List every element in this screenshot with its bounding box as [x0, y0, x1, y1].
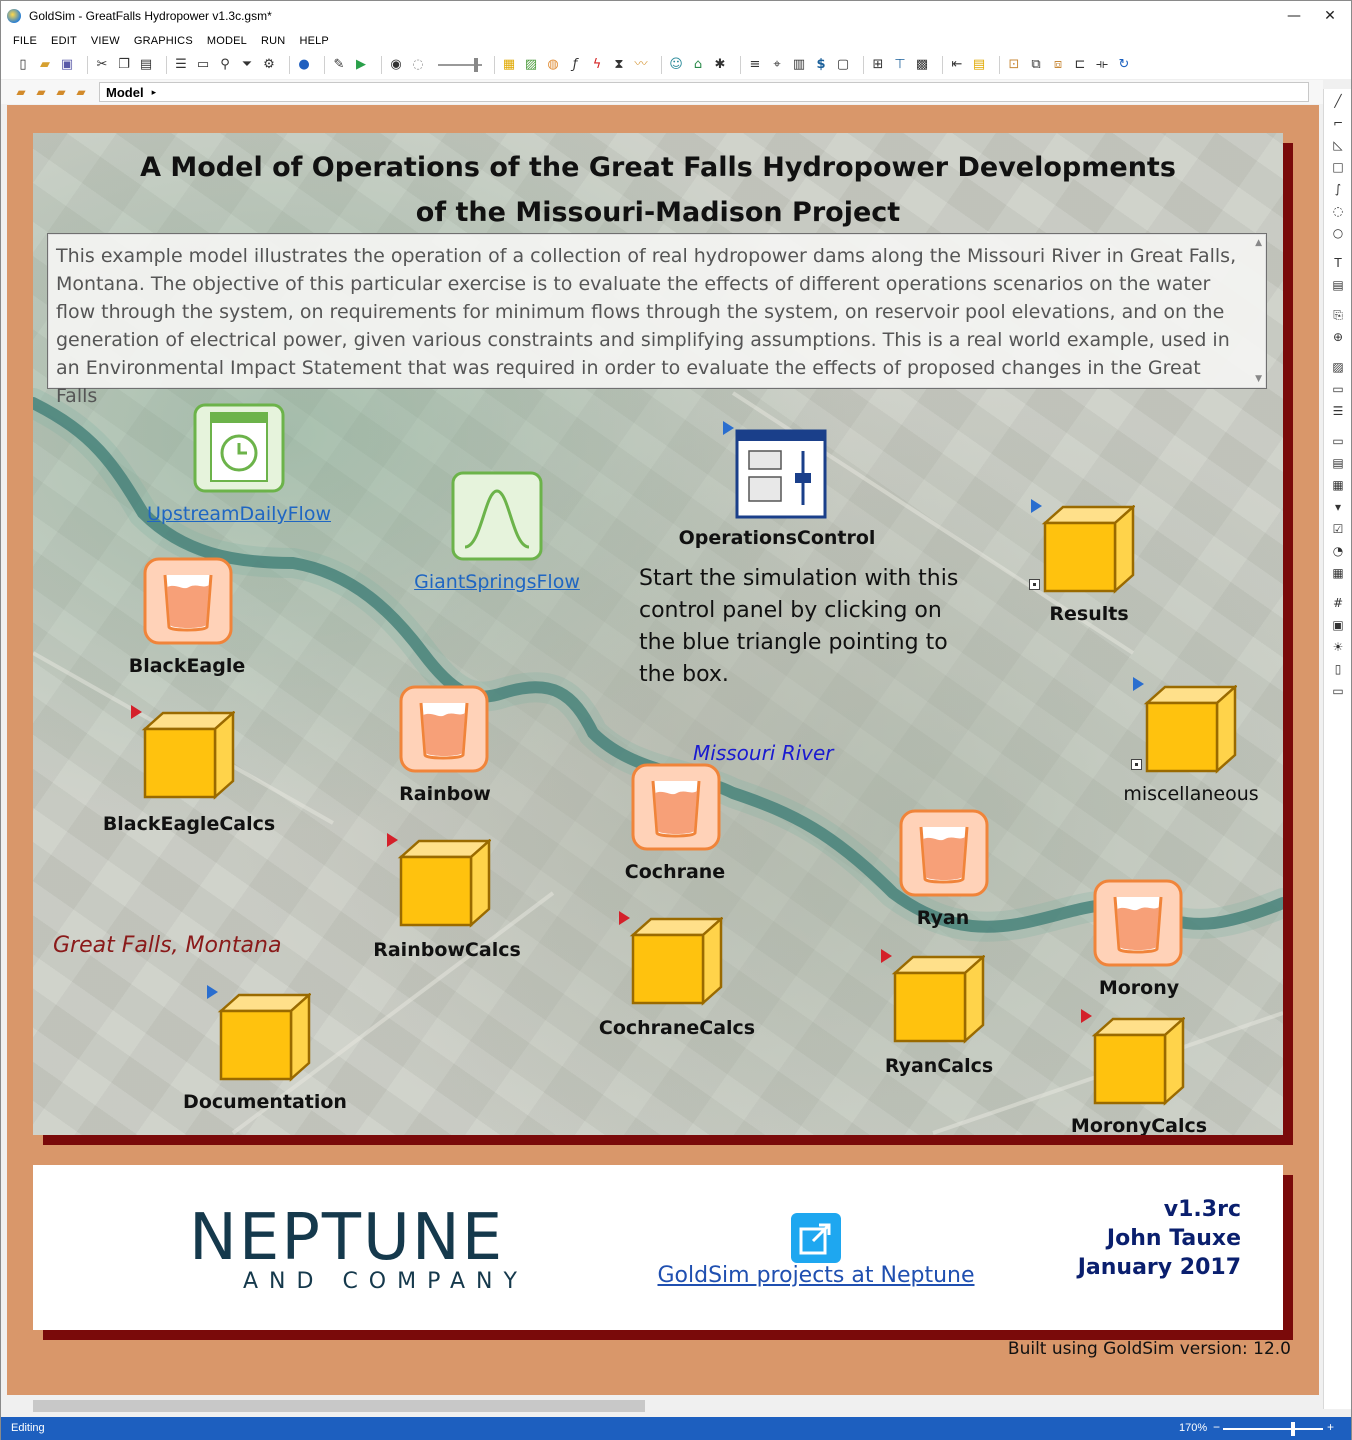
satellite-map — [33, 133, 1283, 1135]
align-icon[interactable]: ⊤ — [894, 57, 906, 72]
menu-run[interactable]: RUN — [261, 35, 286, 47]
result-icon[interactable]: ▢ — [836, 57, 850, 72]
graph-icon[interactable]: ▩ — [915, 57, 929, 72]
main-toolbar — [1, 51, 1351, 79]
browser-icon[interactable]: ☰ — [175, 57, 187, 72]
stochastic-icon[interactable]: ☺ — [669, 57, 683, 72]
reservoir-icon[interactable] — [143, 557, 235, 647]
label-cochrane[interactable]: Cochrane — [624, 861, 726, 883]
label-rainbow-calcs[interactable]: RainbowCalcs — [373, 939, 521, 961]
external-link-icon[interactable] — [791, 1213, 841, 1263]
toolbar-separator — [740, 56, 741, 74]
edit-mode-icon[interactable]: ✎ — [333, 57, 345, 72]
event-icon[interactable]: ϟ — [592, 57, 602, 72]
menu-view[interactable]: VIEW — [90, 35, 120, 47]
neptune-logo — [189, 1201, 529, 1295]
date-text: January 2017 — [1077, 1255, 1241, 1280]
label-results[interactable]: Results — [1049, 603, 1129, 625]
hyperlink-tool-icon[interactable]: ⎘ — [1333, 308, 1343, 322]
find-icon[interactable]: ⚲ — [220, 57, 230, 72]
version-block — [1078, 1195, 1241, 1282]
list-tool-icon[interactable]: ☰ — [1332, 404, 1344, 418]
graphics-palette — [1323, 89, 1351, 1409]
label-black-eagle-calcs[interactable]: BlackEagleCalcs — [102, 813, 276, 835]
zoom-level: 170% — [1179, 1422, 1208, 1434]
battery-tool-icon[interactable]: ▯ — [1334, 662, 1342, 676]
dropdown-tool-icon[interactable]: ▾ — [1334, 500, 1342, 514]
toolbar-separator — [863, 56, 864, 74]
toolbar-separator — [661, 56, 662, 74]
container-icon[interactable] — [1091, 1017, 1185, 1107]
map-title-line1: A Model of Operations of the Great Falls Hydropower Developments — [140, 152, 1176, 183]
data-tool-icon[interactable]: ▨ — [524, 57, 538, 72]
toolbar-separator — [166, 56, 167, 74]
label-ryan-calcs[interactable]: RyanCalcs — [884, 1055, 994, 1077]
shape-tool-icon[interactable]: ◌ — [1332, 204, 1344, 218]
container-marker-icon — [1131, 759, 1142, 770]
goldsim-app-icon — [7, 9, 21, 23]
connector-icon[interactable]: ⟛ — [1096, 57, 1108, 72]
rectangle-tool-icon[interactable]: □ — [1332, 160, 1344, 174]
container-icon[interactable] — [397, 839, 491, 929]
dashboard-icon[interactable] — [735, 429, 827, 519]
timer-icon[interactable]: ⧗ — [614, 57, 624, 72]
reservoir-tool-icon[interactable]: ◍ — [547, 57, 559, 72]
order-icon[interactable]: ⧈ — [1053, 57, 1063, 72]
map-title — [33, 145, 1283, 235]
description-text: This example model illustrates the operation of a collection of real hydropower dams along the Missouri River in Great Falls, Montana. The objective of this particular exercise is to evaluate the effects of different operations scenarios on the water flow through the system, on requirements for minimum flows through the system, on reservoir pool elevations, and on the generation of electrical power, given various constraints and simplifying assumptions. This is a real world example, used in an Environmental Impact Statement that was required in order to evaluate the effects of proposed changes in the Great Falls — [56, 245, 1237, 407]
toolbar-separator — [381, 56, 382, 74]
status-mode: Editing — [11, 1422, 45, 1434]
reset-icon[interactable]: ◌ — [412, 57, 424, 72]
zoom-in-icon[interactable]: + — [1327, 1420, 1335, 1434]
status-bar — [1, 1417, 1351, 1440]
speed-slider[interactable] — [438, 64, 482, 66]
zoom-out-icon[interactable]: − — [1213, 1420, 1221, 1434]
zoom-slider-thumb[interactable] — [1291, 1422, 1295, 1436]
import-icon[interactable]: ⇤ — [951, 57, 963, 72]
instruction-text: Start the simulation with this control panel by clicking on the blue triangle pointing to the box. — [639, 566, 959, 687]
map-title-line2: of the Missouri-Madison Project — [415, 197, 901, 228]
zoom-slider[interactable] — [1223, 1428, 1323, 1430]
menu-file[interactable]: FILE — [13, 35, 38, 47]
label-morony[interactable]: Morony — [1098, 977, 1180, 999]
reservoir-icon[interactable] — [631, 763, 723, 853]
help-icon[interactable]: ● — [298, 57, 310, 72]
label-rainbow[interactable]: Rainbow — [399, 783, 491, 805]
pie-tool-icon[interactable]: ◔ — [1332, 544, 1344, 558]
reservoir-icon[interactable] — [399, 685, 491, 775]
layout-icon[interactable]: ⊞ — [872, 57, 884, 72]
triangle-tool-icon[interactable]: ◺ — [1333, 138, 1343, 152]
image-tool-icon[interactable]: ▨ — [1332, 360, 1344, 374]
label-giant-springs-flow[interactable]: GiantSpringsFlow — [414, 571, 580, 593]
label-great-falls-montana: Great Falls, Montana — [53, 933, 282, 958]
folder-back-icon[interactable]: ▰ — [36, 85, 46, 99]
save-icon[interactable]: ▣ — [60, 57, 74, 72]
label-documentation[interactable]: Documentation — [183, 1091, 347, 1113]
copy-icon[interactable]: ❐ — [118, 57, 130, 72]
label-operations-control[interactable]: OperationsControl — [678, 527, 876, 549]
breadcrumb-model[interactable]: Model — [106, 84, 144, 100]
open-folder-icon[interactable]: ▰ — [40, 57, 50, 72]
options-gear-icon[interactable]: ✱ — [714, 57, 726, 72]
rotate-icon[interactable]: ↻ — [1118, 57, 1130, 72]
function-icon[interactable]: ƒ — [572, 57, 578, 72]
toolbar-separator — [87, 56, 88, 74]
toolbar-separator — [324, 56, 325, 74]
menu-bar — [1, 31, 1351, 51]
window-title: GoldSim - GreatFalls Hydropower v1.3c.gsm* — [29, 9, 272, 23]
container-icon[interactable] — [141, 711, 235, 801]
chart-icon[interactable]: 〰 — [634, 57, 648, 72]
ellipse-tool-icon[interactable]: ○ — [1332, 226, 1344, 240]
dollar-icon[interactable]: $ — [816, 57, 826, 72]
settings-icon[interactable]: ⚙ — [263, 57, 275, 72]
label-upstream-daily-flow[interactable]: UpstreamDailyFlow — [147, 503, 331, 525]
scroll-down-icon[interactable]: ▼ — [1255, 374, 1262, 384]
container-tool-icon[interactable]: ▦ — [502, 57, 516, 72]
toolbar-separator — [494, 56, 495, 74]
time-series-icon[interactable] — [193, 403, 285, 495]
folder-history-icon[interactable]: ▰ — [56, 85, 66, 99]
checkbox-tool-icon[interactable]: ☑ — [1332, 522, 1344, 536]
globe-tool-icon[interactable]: ⊕ — [1332, 330, 1344, 344]
run-triangle-icon[interactable] — [723, 421, 734, 435]
light-tool-icon[interactable]: ☀ — [1332, 640, 1344, 654]
results-container-icon[interactable] — [1041, 505, 1135, 595]
footer-panel — [33, 1165, 1283, 1330]
library-icon[interactable]: ⌂ — [693, 57, 703, 72]
run-icon[interactable]: ▶ — [356, 57, 366, 72]
folder-up-icon[interactable]: ▰ — [16, 85, 26, 99]
lookup-icon[interactable]: ▥ — [792, 57, 806, 72]
model-canvas[interactable] — [7, 105, 1319, 1395]
toolbar-separator — [289, 56, 290, 74]
label-missouri-river: Missouri River — [693, 741, 834, 765]
filter-icon[interactable]: ⏷ — [241, 57, 253, 72]
grid-tool-icon[interactable]: ▦ — [1332, 566, 1344, 580]
frame-tool-icon[interactable]: ▭ — [1332, 382, 1344, 396]
built-using-text: Built using GoldSim version: 12.0 — [1007, 1339, 1291, 1359]
distribute-icon[interactable]: ⊏ — [1074, 57, 1086, 72]
line-tool-icon[interactable]: ╱ — [1334, 94, 1342, 108]
menu-edit[interactable]: EDIT — [51, 35, 77, 47]
navigation-bar — [1, 80, 1323, 104]
list-icon[interactable]: ≡ — [749, 57, 761, 72]
label-ryan[interactable]: Ryan — [916, 907, 970, 929]
container-marker-icon — [1029, 579, 1040, 590]
title-bar — [1, 1, 1351, 31]
group-icon[interactable]: ⊡ — [1008, 57, 1020, 72]
minimize-button[interactable]: — — [1287, 8, 1301, 24]
cut-icon[interactable]: ✂ — [96, 57, 108, 72]
container-icon[interactable] — [1143, 685, 1237, 775]
label-cochrane-calcs[interactable]: CochraneCalcs — [598, 1017, 756, 1039]
polyline-tool-icon[interactable]: ⌐ — [1332, 116, 1344, 130]
close-button[interactable]: ✕ — [1324, 8, 1336, 24]
arrange-icon[interactable]: ⧉ — [1031, 57, 1041, 72]
tag-icon[interactable]: ⌖ — [773, 57, 781, 72]
toolbar-separator — [999, 56, 1000, 74]
curve-tool-icon[interactable]: ∫ — [1334, 182, 1342, 196]
breadcrumb-arrow-icon[interactable]: ▸ — [151, 86, 157, 97]
menu-graphics[interactable]: GRAPHICS — [133, 35, 193, 47]
goldsim-projects-link[interactable]: GoldSim projects at Neptune — [657, 1263, 975, 1288]
container-icon[interactable] — [891, 955, 985, 1045]
textbox-tool-icon[interactable]: ▤ — [1332, 278, 1344, 292]
author-text: John Tauxe — [1106, 1226, 1241, 1251]
stochastic-element-icon[interactable] — [451, 471, 543, 563]
reservoir-icon[interactable] — [899, 809, 991, 899]
stop-icon[interactable]: ◉ — [390, 57, 402, 72]
number-tool-icon[interactable]: # — [1332, 596, 1344, 610]
new-file-icon[interactable]: ▯ — [19, 57, 27, 72]
label-tool-icon[interactable]: ▭ — [1332, 684, 1344, 698]
horizontal-scrollbar[interactable] — [7, 1397, 1319, 1415]
menu-model[interactable]: MODEL — [206, 35, 247, 47]
digital-tool-icon[interactable]: ▣ — [1332, 618, 1344, 632]
scrollbar-thumb[interactable] — [33, 1400, 645, 1412]
text-tool-icon[interactable]: T — [1334, 256, 1342, 270]
table-tool-icon[interactable]: ▤ — [1332, 456, 1344, 470]
container-icon[interactable] — [629, 917, 723, 1007]
logo-wordmark: NEPTUNE — [189, 1201, 505, 1275]
logo-subtitle: AND COMPANY — [243, 1269, 528, 1294]
folder-forward-icon[interactable]: ▰ — [76, 85, 86, 99]
description-textbox[interactable] — [47, 233, 1267, 407]
label-morony-calcs[interactable]: MoronyCalcs — [1070, 1115, 1208, 1135]
label-miscellaneous[interactable]: miscellaneous — [1123, 783, 1259, 805]
input-tool-icon[interactable]: ▭ — [1332, 434, 1344, 448]
reservoir-icon[interactable] — [1093, 879, 1185, 969]
comment-icon[interactable]: ▭ — [196, 57, 210, 72]
scroll-up-icon[interactable]: ▲ — [1255, 238, 1262, 248]
toolbar-separator — [942, 56, 943, 74]
label-black-eagle[interactable]: BlackEagle — [128, 655, 246, 677]
breadcrumb[interactable] — [99, 82, 1309, 102]
container-icon[interactable] — [217, 993, 311, 1083]
version-text: v1.3rc — [1163, 1197, 1241, 1222]
database-icon[interactable]: ▤ — [972, 57, 986, 72]
menu-help[interactable]: HELP — [299, 35, 329, 47]
form-tool-icon[interactable]: ▦ — [1332, 478, 1344, 492]
paste-icon[interactable]: ▤ — [139, 57, 153, 72]
